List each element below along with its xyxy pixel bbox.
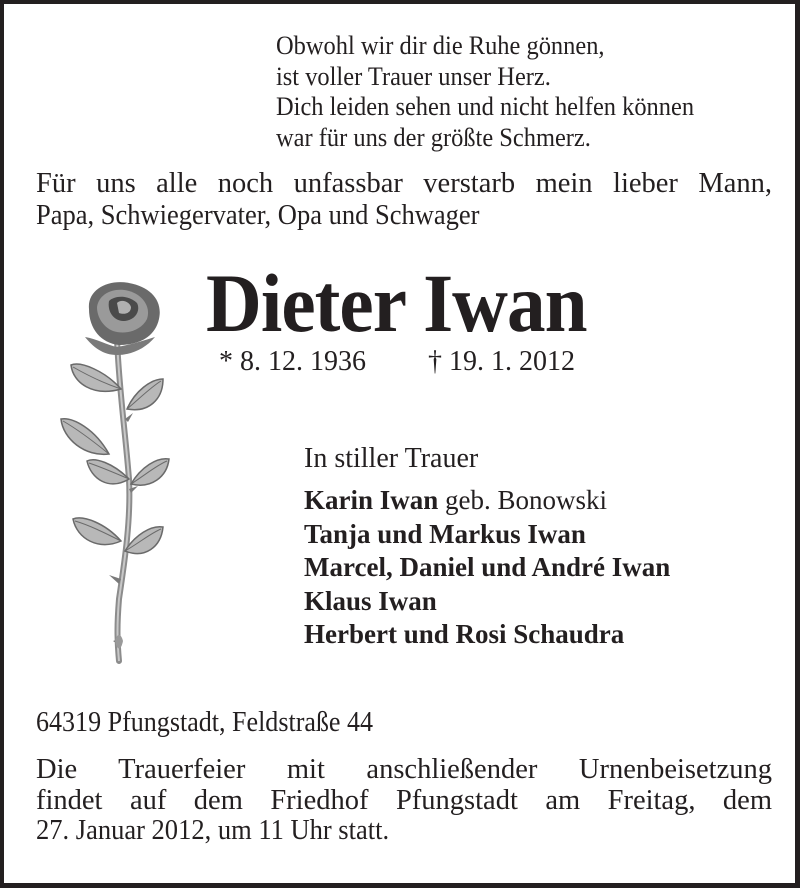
- poem-line: ist voller Trauer unser Herz.: [276, 61, 551, 91]
- mourner-name: Herbert und Rosi Schaudra: [304, 619, 625, 649]
- mourner-name: Karin Iwan: [304, 485, 439, 515]
- mourner-entry: [304, 484, 670, 518]
- mourner-entry: [304, 518, 670, 552]
- death-date: † 19. 1. 2012: [428, 346, 575, 377]
- announcement-line: Für uns alle noch unfassbar verstarb mein lieber Mann,: [36, 168, 772, 199]
- poem-line: war für uns der größte Schmerz.: [276, 122, 591, 152]
- mourning-heading: In stiller Trauer: [304, 443, 479, 474]
- deceased-name: Dieter Iwan: [206, 257, 587, 349]
- mourner-entry: [304, 618, 670, 652]
- mourner-note: geb. Bonowski: [438, 485, 608, 515]
- mourner-name: Tanja und Markus Iwan: [304, 518, 586, 549]
- mourner-name: Marcel, Daniel und André Iwan: [304, 552, 671, 582]
- mourner-entry: [304, 585, 670, 619]
- ceremony-line: 27. Januar 2012, um 11 Uhr statt.: [36, 815, 390, 846]
- life-dates: [219, 345, 575, 379]
- mourner-entry: [304, 551, 670, 585]
- mourners-list: [304, 484, 670, 652]
- ceremony-line: findet auf dem Friedhof Pfungstadt am Freitag, dem: [36, 784, 772, 816]
- poem-line: Dich leiden sehen und nicht helfen können: [276, 92, 695, 121]
- rose-icon: [59, 279, 171, 664]
- ceremony-info: [36, 755, 772, 847]
- announcement-line: Papa, Schwiegervater, Opa und Schwager: [36, 200, 480, 231]
- address: 64319 Pfungstadt, Feldstraße 44: [36, 707, 374, 738]
- birth-date: * 8. 12. 1936: [219, 346, 366, 377]
- announcement-text: [36, 168, 772, 232]
- poem-line: Obwohl wir dir die Ruhe gönnen,: [276, 31, 605, 60]
- ceremony-line: Die Trauerfeier mit anschließender Urnenbeisetzung: [36, 754, 772, 785]
- mourner-name: Klaus Iwan: [304, 585, 437, 616]
- memorial-poem: [276, 31, 694, 153]
